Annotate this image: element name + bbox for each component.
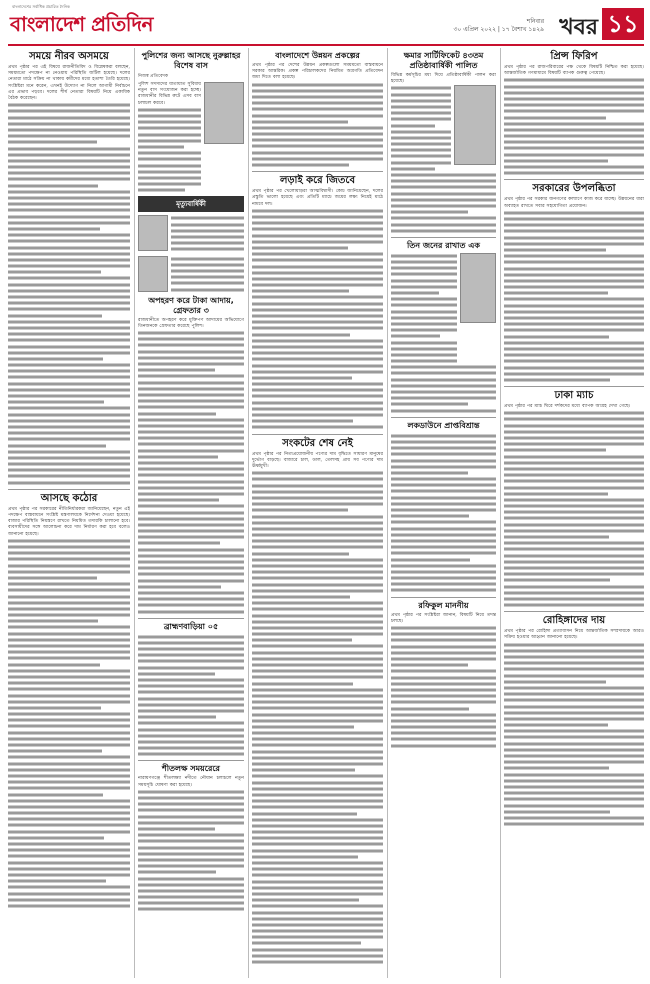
column-2 bbox=[138, 48, 244, 978]
headline[interactable]: সংকটের শেষ নেই bbox=[282, 437, 353, 449]
article-body bbox=[138, 330, 244, 615]
news-photo bbox=[460, 253, 496, 323]
article-body bbox=[504, 210, 644, 383]
obituary-text bbox=[171, 215, 244, 252]
article-body bbox=[252, 82, 383, 169]
headline[interactable]: প্রিন্স ফিরিপ bbox=[550, 51, 598, 62]
headline[interactable]: তিন জনের রাখাত এক bbox=[407, 240, 480, 250]
article-body bbox=[138, 107, 201, 194]
article-lead: প্রথম পৃষ্ঠার পর খেলোয়াড়রা আত্মবিশ্বাসী। কোচ জানিয়েছেন, দলের প্রস্তুতি ভালো হয়েছে এবং প্রতিটি ম্যাচে জয়ের লক্ষ্য নিয়েই মাঠে নামবে দল। bbox=[252, 189, 383, 207]
column-4 bbox=[391, 48, 496, 978]
article-lead: প্রথম পৃষ্ঠার পর সংশ্লিষ্টরা জানান, বিষয়টি নিয়ে তদন্ত চলছে। bbox=[391, 612, 496, 624]
divider bbox=[8, 489, 130, 490]
article-body bbox=[8, 102, 130, 486]
divider bbox=[138, 760, 244, 761]
article-body bbox=[391, 253, 457, 364]
news-photo bbox=[454, 85, 496, 165]
masthead-rule bbox=[8, 44, 644, 46]
divider bbox=[504, 179, 644, 180]
article-lead: প্রথম পৃষ্ঠার পর দেশের উন্নয়ন প্রকল্পগুলো সময়মতো বাস্তবায়নে সরকার আন্তরিক। প্রকল্প পরিচালকদের নিয়মিত অগ্রগতি প্রতিবেদন জমা দিতে বলা হয়েছে। bbox=[252, 63, 383, 81]
article-body bbox=[391, 85, 451, 172]
article-body bbox=[391, 625, 496, 749]
article-lead: বিভিন্ন কর্মসূচির মধ্য দিয়ে প্রতিষ্ঠাবার্ষিকী পালন করা হয়েছে। bbox=[391, 73, 496, 85]
article-body bbox=[504, 410, 644, 608]
headline[interactable]: সময়ে নীরব অসময়ে bbox=[29, 51, 109, 62]
article-lead: প্রথম পৃষ্ঠার পর সরকারের নীতিনির্ধারকরা জানিয়েছেন, নতুন এই পদক্ষেপ বাস্তবায়নে সংশ্লিষ্ট মন্ত্রণালয়কে নির্দেশনা দেওয়া হয়েছে। বাজার পরিস্থিতি নিয়ন্ত্রণে রাখতে নিয়মিত তদারকি চালানো হবে। ব্যবসায়ীদের সঙ্গে আলোচনা করে দাম নির্ধারণ করা হবে বলেও জানানো হয়েছে। bbox=[8, 506, 130, 537]
article-body bbox=[252, 470, 383, 965]
article-body bbox=[391, 172, 496, 234]
headline[interactable]: লকডাউনে প্রাপ্তবিশ্রান্ত bbox=[407, 420, 480, 430]
article-lead: প্রথম পৃষ্ঠার পর রাজপরিবারের পক্ষ থেকে বিষয়টি নিশ্চিত করা হয়েছে। আন্তর্জাতিক গণমাধ্যমে বিষয়টি ব্যাপক গুরুত্ব পেয়েছে। bbox=[504, 65, 644, 77]
portrait-photo bbox=[138, 256, 168, 292]
divider bbox=[504, 611, 644, 612]
article-lead: রাজধানীতে অপহরণ করে মুক্তিপণ আদায়ের অভিযোগে তিনজনকে গ্রেফতার করেছে পুলিশ। bbox=[138, 317, 244, 329]
divider bbox=[138, 618, 244, 619]
column-1 bbox=[8, 48, 130, 978]
news-photo bbox=[204, 82, 244, 144]
headline[interactable]: ক্ষমার সার্টিফিকেট ৪৩তম প্রতিষ্ঠাবার্ষিকী পালিত bbox=[403, 51, 484, 70]
portrait-photo bbox=[138, 215, 168, 251]
newspaper-logo: বাংলাদেশ প্রতিদিন bbox=[10, 12, 153, 36]
headline[interactable]: সরকারের উপলব্ধিতা bbox=[532, 183, 616, 195]
obituary-text bbox=[171, 256, 244, 293]
page-number: ১১ bbox=[602, 8, 644, 40]
divider bbox=[391, 237, 496, 238]
headline[interactable]: অপহরণ করে টাকা আদায়, গ্রেফতার ৩ bbox=[148, 295, 234, 315]
article-body bbox=[391, 433, 496, 594]
divider bbox=[252, 434, 383, 435]
article-body bbox=[138, 789, 244, 913]
article-body bbox=[252, 208, 383, 431]
article-body bbox=[138, 634, 244, 758]
article-lead: পুলিশ সদস্যদের যাতায়াত সুবিধায় নতুন বাস সংযোজন করা হচ্ছে। রাজধানীর বিভিন্ন রুটে এসব বাস চলাচল করবে। bbox=[138, 82, 201, 106]
obituary-box-header: মৃত্যুবার্ষিকী bbox=[138, 196, 244, 212]
article-lead: নারায়ণগঞ্জে শীতলক্ষ্যা নদীতে নৌযান চলাচলে নতুন সময়সূচি ঘোষণা করা হয়েছে। bbox=[138, 776, 244, 788]
headline[interactable]: শীতলক্ষ সময়রেরে bbox=[162, 764, 220, 774]
column-divider bbox=[500, 48, 501, 978]
column-divider bbox=[248, 48, 249, 978]
dateline: ৩০ এপ্রিল ২০২২ | ১৭ বৈশাখ ১৪২৯ bbox=[453, 26, 544, 33]
article-body bbox=[504, 77, 644, 176]
headline[interactable]: ঢাকা ম্যাচ bbox=[554, 390, 594, 402]
masthead-tagline: বাংলাদেশের সর্বাধিক প্রচারিত দৈনিক bbox=[12, 4, 70, 9]
article-lead: প্রথম পৃষ্ঠার পর রোহিঙ্গা প্রত্যাবাসন নিয়ে আন্তর্জাতিক সম্প্রদায়কে আরও সক্রিয় হওয়ার আহ্বান জানানো হয়েছে। bbox=[504, 629, 644, 641]
article-body bbox=[8, 538, 130, 909]
headline[interactable]: পুলিশের জন্য আসছে নুরুল্লাহর বিশেষ বাস bbox=[141, 51, 241, 70]
article-body bbox=[391, 364, 496, 414]
article-lead: প্রথম পৃষ্ঠার পর ম্যাচ ঘিরে দর্শকদের মধ্যে ব্যাপক আগ্রহ দেখা গেছে। bbox=[504, 404, 631, 410]
column-3 bbox=[252, 48, 383, 978]
byline: নিজস্ব প্রতিবেদক bbox=[138, 74, 169, 79]
masthead bbox=[8, 6, 644, 42]
headline[interactable]: বাংলাদেশে উন্নয়ন প্রকল্পের bbox=[275, 51, 360, 60]
article-lead: প্রথম পৃষ্ঠার পর সরকার জনগণের কল্যাণে কাজ করে যাচ্ছে। উন্নয়নের ধারা অব্যাহত রাখতে সবার সহযোগিতা প্রয়োজন। bbox=[504, 197, 644, 209]
day-name: শনিবার bbox=[526, 18, 544, 25]
headline[interactable]: রোহিঙ্গাদের দায় bbox=[542, 615, 606, 627]
section-title: খবর bbox=[559, 15, 598, 40]
headline[interactable]: আসছে কঠোর bbox=[40, 492, 98, 504]
column-divider bbox=[134, 48, 135, 978]
divider bbox=[391, 417, 496, 418]
column-divider bbox=[387, 48, 388, 978]
headline[interactable]: লড়াই করে জিতবে bbox=[279, 175, 356, 187]
article-lead: প্রথম পৃষ্ঠার পর নিত্যপ্রয়োজনীয় পণ্যের দাম বৃদ্ধিতে সাধারণ মানুষের দুর্ভোগ বাড়ছে। বাজারে চাল, ডাল, তেলসহ প্রায় সব পণ্যের দাম ঊর্ধ্বমুখী। bbox=[252, 451, 383, 469]
divider bbox=[504, 386, 644, 387]
divider bbox=[252, 171, 383, 172]
divider bbox=[391, 597, 496, 598]
headline[interactable]: রফিকুল মাননীয় bbox=[418, 600, 469, 610]
article-body bbox=[504, 642, 644, 828]
column-5 bbox=[504, 48, 644, 978]
article-lead: প্রথম পৃষ্ঠার পর এই বিষয়ে রাজনীতিবিদ ও বিশ্লেষকরা বলছেন, সময়মতো পদক্ষেপ না নেওয়ায় পরিস্থিতি জটিল হয়েছে। দলের নেতারা মাঠে সক্রিয় না থাকায় কর্মীদের মধ্যে হতাশা তৈরি হয়েছে। সংশ্লিষ্টরা মনে করেন, এখনই উদ্যোগ না নিলে আগামী নির্বাচনে এর প্রভাব পড়বে। দলের শীর্ষ নেতারা বিষয়টি নিয়ে একাধিক বৈঠক করেছেন। bbox=[8, 65, 130, 102]
headline[interactable]: ব্রাহ্মণবাড়িয়া ০৫ bbox=[163, 621, 219, 631]
